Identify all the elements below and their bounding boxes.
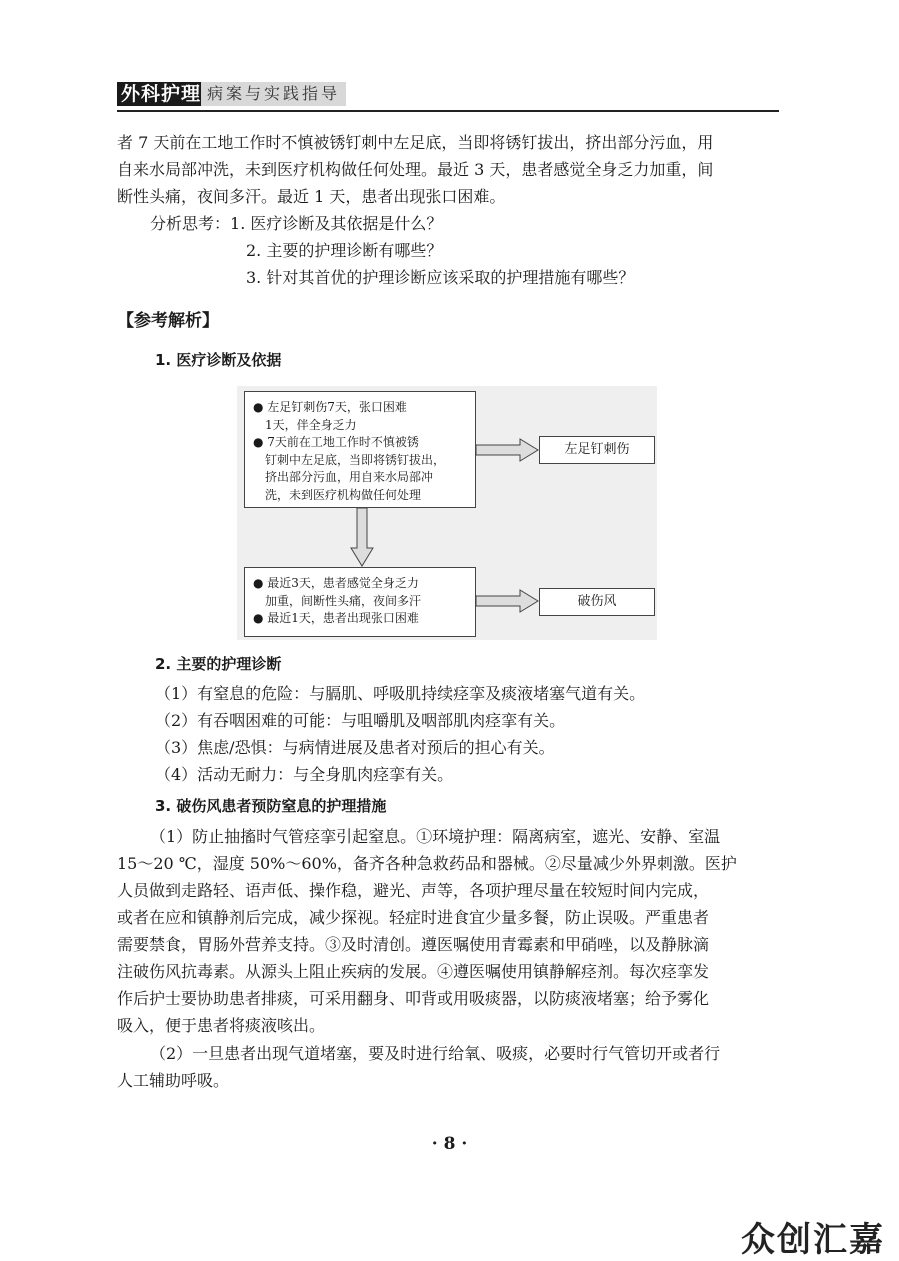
arrow-down-icon bbox=[350, 508, 374, 568]
flow-text: ● 左足钉刺伤7天，张口困难 bbox=[253, 400, 407, 414]
measure-text-line: 吸入，便于患者将痰液咳出。 bbox=[117, 1016, 326, 1035]
flow-text: 钉刺中左足底，当即将锈钉拔出， bbox=[265, 452, 446, 467]
question-item: 3. 针对其首优的护理诊断应该采取的护理措施有哪些？ bbox=[246, 268, 635, 287]
header-rule bbox=[117, 110, 779, 112]
page-number: · 8 · bbox=[431, 1134, 468, 1154]
reference-heading: 【参考解析】 bbox=[117, 311, 219, 331]
flow-text: ● 7天前在工地工作时不慎被锈 bbox=[253, 435, 419, 449]
flow-text: 洗，未到医疗机构做任何处理 bbox=[265, 487, 422, 502]
measure-text-line: 人工辅助呼吸。 bbox=[117, 1071, 230, 1090]
measure-text-line: （2）一旦患者出现气道堵塞，要及时进行给氧、吸痰，必要时行气管切开或者行 bbox=[150, 1044, 721, 1063]
question-item: 1. 医疗诊断及其依据是什么？ bbox=[230, 214, 443, 233]
section3-heading: 3. 破伤风患者预防窒息的护理措施 bbox=[155, 797, 387, 815]
book-subtitle: 病案与实践指导 bbox=[201, 82, 346, 106]
measure-text-line: 作后护士要协助患者排痰，可采用翻身、叩背或用吸痰器，以防痰液堵塞；给予雾化 bbox=[117, 989, 710, 1008]
measure-text-line: 注破伤风抗毒素。从源头上阻止疾病的发展。④遵医嘱使用镇静解痉剂。每次痉挛发 bbox=[117, 962, 710, 981]
nursing-diagnosis-item: （4）活动无耐力：与全身肌肉痉挛有关。 bbox=[155, 765, 454, 784]
flow-text: 挤出部分污血，用自来水局部冲 bbox=[265, 470, 434, 484]
flow-text: ● 最近3天，患者感觉全身乏力 bbox=[253, 576, 419, 590]
nursing-diagnosis-item: （3）焦虑/恐惧：与病情进展及患者对预后的担心有关。 bbox=[155, 738, 555, 757]
nursing-diagnosis-item: （2）有吞咽困难的可能：与咀嚼肌及咽部肌肉痉挛有关。 bbox=[155, 711, 566, 730]
nursing-diagnosis-item: （1）有窒息的危险：与膈肌、呼吸肌持续痉挛及痰液堵塞气道有关。 bbox=[155, 684, 646, 703]
section2-heading: 2. 主要的护理诊断 bbox=[155, 655, 282, 673]
section1-heading: 1. 医疗诊断及依据 bbox=[155, 351, 282, 369]
case-text-line: 断性头痛，夜间多汗。最近 1 天，患者出现张口困难。 bbox=[117, 187, 506, 206]
measure-text-line: 人员做到走路轻、语声低、操作稳，避光、声等，各项护理尽量在较短时间内完成， bbox=[117, 881, 710, 900]
flow-result-2: 破伤风 bbox=[539, 588, 655, 616]
questions-label: 分析思考： bbox=[150, 214, 231, 233]
watermark-logo: 众创汇嘉 bbox=[741, 1220, 885, 1260]
measure-text-line: 需要禁食，胃肠外营养支持。③及时清创。遵医嘱使用青霉素和甲硝唑，以及静脉滴 bbox=[117, 935, 710, 954]
book-title: 外科护理 bbox=[117, 82, 205, 106]
measure-text-line: 或者在应和镇静剂后完成，减少探视。轻症时进食宜少量多餐，防止误吸。严重患者 bbox=[117, 908, 710, 927]
running-header bbox=[117, 80, 779, 110]
case-text-line: 自来水局部冲洗，未到医疗机构做任何处理。最近 3 天，患者感觉全身乏力加重，间 bbox=[117, 160, 714, 179]
arrow-right-icon bbox=[476, 437, 542, 463]
measure-text-line: （1）防止抽搐时气管痉挛引起窒息。①环境护理：隔离病室，遮光、安静、室温 bbox=[150, 827, 721, 846]
flow-text: 加重，间断性头痛，夜间多汗 bbox=[265, 593, 422, 608]
arrow-right-icon bbox=[476, 588, 542, 614]
flow-text: ● 最近1天，患者出现张口困难 bbox=[253, 611, 419, 625]
question-item: 2. 主要的护理诊断有哪些？ bbox=[246, 241, 443, 260]
flow-text: 1天，伴全身乏力 bbox=[265, 417, 357, 432]
case-text-line: 者 7 天前在工地工作时不慎被锈钉刺中左足底，当即将锈钉拔出，挤出部分污血，用 bbox=[117, 133, 714, 152]
questions-line bbox=[150, 210, 812, 237]
flow-evidence-box-2 bbox=[244, 567, 476, 637]
measure-text-line: 15～20 ℃，湿度 50%～60%，备齐各种急救药品和器械。②尽量减少外界刺激。医护 bbox=[117, 854, 737, 873]
flow-result-1: 左足钉刺伤 bbox=[539, 436, 655, 464]
flow-evidence-box-1 bbox=[244, 391, 476, 508]
